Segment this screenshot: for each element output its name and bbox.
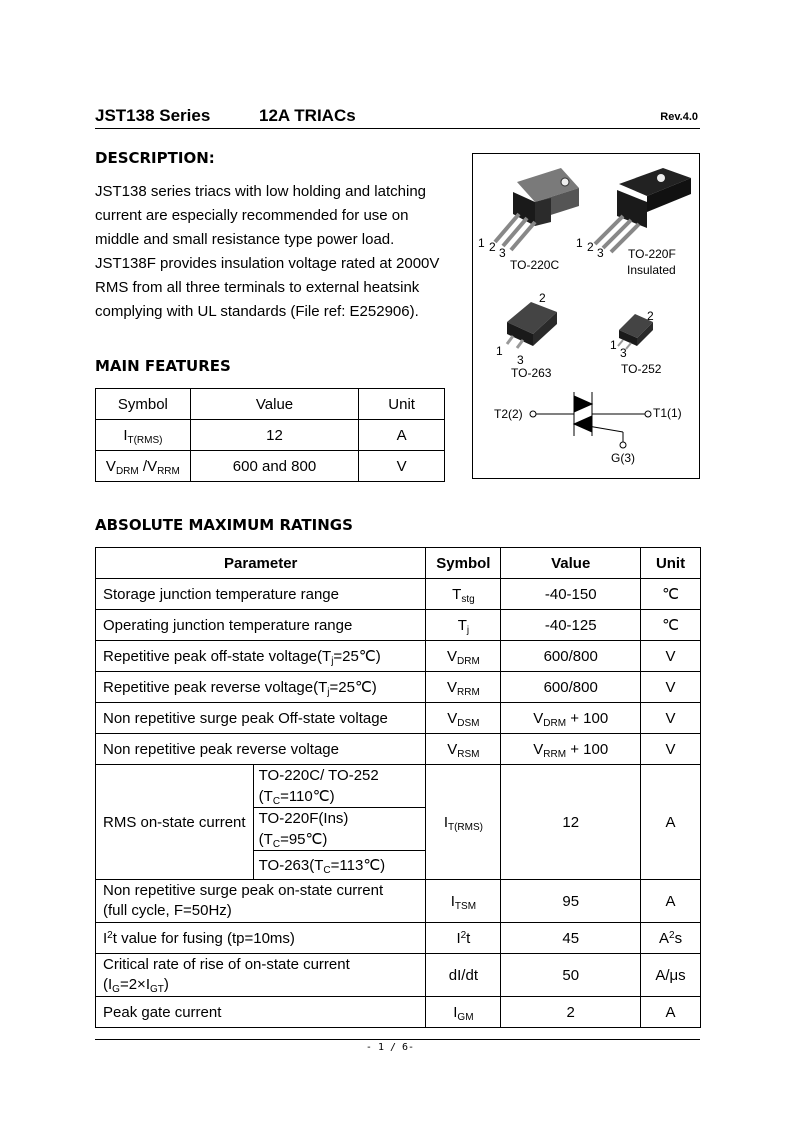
symbol-cell: $V_{DRM}$ $/V_{RRM}$ <box>96 451 191 482</box>
to252-pin3-label: 3 <box>620 346 627 360</box>
package-drawings <box>473 154 699 478</box>
to220c-pin3-label: 3 <box>499 246 506 260</box>
value-cell: 12 <box>501 765 641 880</box>
triac-symbol <box>530 392 651 448</box>
table-row <box>96 880 701 923</box>
value-cell: 45 <box>501 923 641 954</box>
to263-pin2-label: 2 <box>539 291 546 305</box>
to252-pin2-label: 2 <box>647 309 654 323</box>
description-line: JST138 series triacs with low holding and latching <box>95 183 427 200</box>
to220c-pin1-label: 1 <box>478 236 485 250</box>
footer-divider <box>95 1039 700 1040</box>
description-line: middle and small resistance type power load. <box>95 231 395 248</box>
symbol-cell: $I_{T(RMS)}$ <box>426 765 501 880</box>
package-figure <box>472 153 700 479</box>
value-cell: -40-125 <box>501 610 641 641</box>
document-title: JST138 Series <box>95 106 211 125</box>
terminal-gate-label: G(3) <box>611 451 635 465</box>
table-row <box>96 923 701 954</box>
unit-cell: $A^2s$ <box>641 923 701 954</box>
column-header: Symbol <box>96 389 191 420</box>
description-line: RMS from all three terminals to external heatsink <box>95 279 420 296</box>
symbol-cell: dI/dt <box>426 954 501 997</box>
table-row <box>96 451 445 482</box>
table-row <box>96 579 701 610</box>
parameter-cell: Non repetitive surge peak on-state current (full cycle, F=50Hz) <box>96 880 426 923</box>
value-cell: 12 <box>190 420 358 451</box>
symbol-cell: $I_{TSM}$ <box>426 880 501 923</box>
unit-cell: A <box>641 880 701 923</box>
unit-cell: V <box>641 641 701 672</box>
table-header-row <box>96 548 701 579</box>
table-row <box>96 997 701 1028</box>
symbol-cell: $I_{GM}$ <box>426 997 501 1028</box>
description-line: current are especially recommended for use on <box>95 207 409 224</box>
value-cell: 600 and 800 <box>190 451 358 482</box>
terminal-t2-label: T2(2) <box>494 407 523 421</box>
revision-label: Rev.4.0 <box>660 111 698 123</box>
table-row <box>96 610 701 641</box>
to220f-pin3-label: 3 <box>597 246 604 260</box>
table-row <box>96 954 701 997</box>
to220f-insulated-label: Insulated <box>627 263 676 277</box>
to220c-package-image <box>495 168 579 250</box>
package-condition-cell: TO-220C/ TO-252 $(T_C=110℃)$ <box>253 765 426 808</box>
table-row <box>96 703 701 734</box>
table-row <box>96 765 701 808</box>
symbol-cell: $V_{DRM}$ <box>426 641 501 672</box>
to220f-label: TO-220F <box>628 247 676 261</box>
terminal-t1-label: T1(1) <box>653 406 682 420</box>
value-cell: $V_{DRM} + 100$ <box>501 703 641 734</box>
column-header: Value <box>190 389 358 420</box>
column-header: Unit <box>641 548 701 579</box>
value-cell: -40-150 <box>501 579 641 610</box>
symbol-cell: $T_j$ <box>426 610 501 641</box>
description-text <box>95 180 475 324</box>
column-header: Value <box>501 548 641 579</box>
table-header-row <box>96 389 445 420</box>
table-row <box>96 420 445 451</box>
value-cell: 2 <box>501 997 641 1028</box>
column-header: Unit <box>359 389 445 420</box>
symbol-cell: $V_{DSM}$ <box>426 703 501 734</box>
description-line: JST138F provides insulation voltage rated at 2000V <box>95 255 440 272</box>
value-cell: 95 <box>501 880 641 923</box>
parameter-cell: Storage junction temperature range <box>96 579 426 610</box>
absolute-maximum-ratings-heading: ABSOLUTE MAXIMUM RATINGS <box>95 516 353 534</box>
description-line: complying with UL standards (File ref: E252906). <box>95 303 419 320</box>
absolute-maximum-ratings-table <box>95 547 701 1028</box>
parameter-cell: $I^2t$ value for fusing (tp=10ms) <box>96 923 426 954</box>
table-row <box>96 672 701 703</box>
page-number: - 1 / 6- <box>365 1042 415 1053</box>
unit-cell: V <box>641 672 701 703</box>
symbol-cell: $I^2t$ <box>426 923 501 954</box>
parameter-cell: RMS on-state current <box>96 765 254 880</box>
table-row <box>96 641 701 672</box>
to220c-label: TO-220C <box>510 258 560 272</box>
parameter-cell: Non repetitive surge peak Off-state voltage <box>96 703 426 734</box>
unit-cell: A <box>359 420 445 451</box>
parameter-cell: Repetitive peak reverse $voltage(T_j=25℃)$ <box>96 672 426 703</box>
main-features-heading: MAIN FEATURES <box>95 357 231 375</box>
unit-cell: V <box>641 734 701 765</box>
column-header: Parameter <box>96 548 426 579</box>
value-cell: $V_{RRM} + 100$ <box>501 734 641 765</box>
to252-label: TO-252 <box>621 362 662 376</box>
unit-cell: A <box>641 997 701 1028</box>
to263-label: TO-263 <box>511 366 552 380</box>
to263-pin3-label: 3 <box>517 353 524 367</box>
to252-pin1-label: 1 <box>610 338 617 352</box>
description-heading: DESCRIPTION: <box>95 149 215 167</box>
parameter-cell: Critical rate of rise of on-state current $(I_G=2\times I_{GT})$ <box>96 954 426 997</box>
unit-cell: ℃ <box>641 610 701 641</box>
unit-cell: V <box>359 451 445 482</box>
to263-pin1-label: 1 <box>496 344 503 358</box>
parameter-cell: Non repetitive peak reverse voltage <box>96 734 426 765</box>
to220c-pin2-label: 2 <box>489 240 496 254</box>
column-header: Symbol <box>426 548 501 579</box>
to220f-pin2-label: 2 <box>587 240 594 254</box>
symbol-cell: $V_{RRM}$ <box>426 672 501 703</box>
value-cell: 600/800 <box>501 672 641 703</box>
unit-cell: ℃ <box>641 579 701 610</box>
symbol-cell: $T_{stg}$ <box>426 579 501 610</box>
document-subtitle: 12A TRIACs <box>259 106 356 125</box>
table-row <box>96 734 701 765</box>
parameter-cell: Repetitive peak off-state $voltage(T_j=25℃)$ <box>96 641 426 672</box>
parameter-cell: Peak gate current <box>96 997 426 1028</box>
header-divider <box>95 128 700 129</box>
value-cell: 50 <box>501 954 641 997</box>
unit-cell: V <box>641 703 701 734</box>
parameter-cell: Operating junction temperature range <box>96 610 426 641</box>
value-cell: 600/800 <box>501 641 641 672</box>
unit-cell: A/μs <box>641 954 701 997</box>
package-condition-cell: TO-220F(Ins) $(T_C=95℃)$ <box>253 808 426 851</box>
to263-package-image <box>507 302 557 348</box>
to220f-pin1-label: 1 <box>576 236 583 250</box>
main-features-table <box>95 388 445 482</box>
package-condition-cell: $TO-263(T_C=113℃)$ <box>253 851 426 880</box>
to220f-package-image <box>595 168 691 252</box>
unit-cell: A <box>641 765 701 880</box>
symbol-cell: $I_{T(RMS)}$ <box>96 420 191 451</box>
symbol-cell: $V_{RSM}$ <box>426 734 501 765</box>
